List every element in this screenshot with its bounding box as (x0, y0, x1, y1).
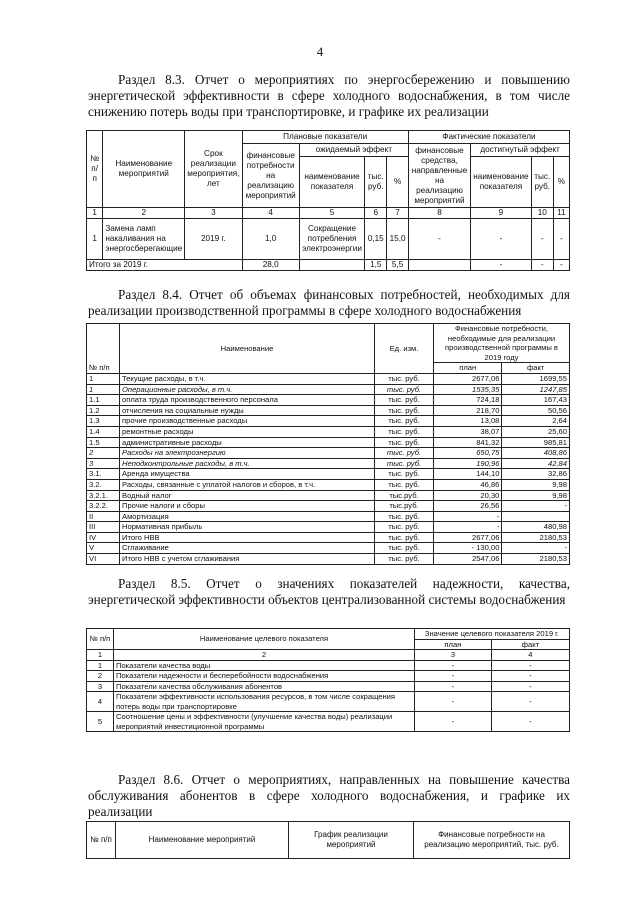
row-fact: - (491, 660, 569, 671)
row-name: Прочие налоги и сборы (120, 501, 375, 512)
col-number: 5 (299, 208, 364, 219)
row-unit: тыс. руб. (375, 448, 434, 459)
row-name: Замена ламп накаливания на энергосберегающие (103, 219, 185, 260)
row-fact: 42,84 (502, 458, 570, 469)
service-quality-table (86, 821, 570, 859)
row-fact: 1699,55 (502, 373, 570, 384)
row-plan: 2677,06 (434, 373, 502, 384)
row-name: ремонтные расходы (120, 426, 375, 437)
row-plan: - (434, 522, 502, 533)
row-num: 1.2 (87, 405, 120, 416)
row-fact-rub: - (531, 219, 553, 260)
row-plan: 650,75 (434, 448, 502, 459)
row-plan: - (434, 511, 502, 522)
row-fact: 167,43 (502, 395, 570, 406)
row-unit: тыс.руб. (375, 501, 434, 512)
row-name: Сглаживание (120, 543, 375, 554)
row-unit: тыс. руб. (375, 554, 434, 565)
section-8-4-title (88, 287, 570, 319)
row-fact: 25,60 (502, 426, 570, 437)
table-row (87, 671, 570, 682)
row-fact: - (502, 501, 570, 512)
row-name: прочие производственные расходы (120, 416, 375, 427)
row-unit: тыс. руб. (375, 532, 434, 543)
row-num: III (87, 522, 120, 533)
row-plan: - (415, 671, 492, 682)
row-num: 1 (87, 660, 114, 671)
row-plan: - (415, 692, 492, 712)
table-row (87, 448, 570, 459)
row-fact-pct: - (553, 219, 569, 260)
row-num: II (87, 511, 120, 522)
col-number: 3 (185, 208, 242, 219)
row-term: 2019 г. (185, 219, 242, 260)
total-fact-fin (408, 260, 470, 271)
row-plan: - (415, 681, 492, 692)
row-num: VI (87, 554, 120, 565)
total-fact-ind: - (471, 260, 532, 271)
col-number: 2 (103, 208, 185, 219)
row-unit: тыс. руб. (375, 384, 434, 395)
row-num: 1 (87, 373, 120, 384)
row-fact: 32,86 (502, 469, 570, 480)
col-number: 11 (553, 208, 569, 219)
row-num: V (87, 543, 120, 554)
row-num: 3.2.1. (87, 490, 120, 501)
table-row (87, 373, 570, 384)
row-num: 1.3 (87, 416, 120, 427)
row-unit: тыс. руб. (375, 469, 434, 480)
row-plan: 26,56 (434, 501, 502, 512)
row-plan: 2547,06 (434, 554, 502, 565)
row-name: Показатели эффективности использования ресурсов, в том числе сокращения потерь воды при транспортировке (114, 692, 415, 712)
row-fact: 408,86 (502, 448, 570, 459)
table-row (87, 532, 570, 543)
row-num: 3 (87, 681, 114, 692)
total-row (87, 260, 570, 271)
col-schedule-header: График реализации мероприятий (289, 822, 414, 859)
table-row (87, 426, 570, 437)
row-plan: 1535,35 (434, 384, 502, 395)
section-8-6-title (88, 772, 570, 820)
row-name: Неподконтрольные расходы, в т.ч. (120, 458, 375, 469)
table-row (87, 681, 570, 692)
row-num: 3.1. (87, 469, 120, 480)
row-fact: 2,64 (502, 416, 570, 427)
row-plan: 46,86 (434, 479, 502, 490)
table-row (87, 522, 570, 533)
row-fact: 9,98 (502, 479, 570, 490)
col-fin-header: Финансовые потребности на реализацию мероприятий, тыс. руб. (414, 822, 570, 859)
row-plan: 144,10 (434, 469, 502, 480)
plan-indicators-header: Плановые показатели (242, 131, 408, 144)
col-name-header: Наименование (120, 324, 375, 374)
col-number: 10 (531, 208, 553, 219)
col-number: 1 (87, 650, 114, 661)
row-plan: 38,07 (434, 426, 502, 437)
row-name: Показатели качества воды (114, 660, 415, 671)
table-row (87, 554, 570, 565)
row-unit: тыс. руб. (375, 373, 434, 384)
row-name: Итого НВВ (120, 532, 375, 543)
row-name: Соотношение цены и эффективности (улучшение качества воды) реализации мероприятий инвестиционной программы (114, 712, 415, 732)
col-number: 7 (387, 208, 409, 219)
col-num-header: № п/п (87, 822, 116, 859)
row-unit: тыс. руб. (375, 543, 434, 554)
table-row (87, 395, 570, 406)
row-fact: - (491, 692, 569, 712)
total-fact-rub: - (531, 260, 553, 271)
achieved-effect-header: достигнутый эффект (471, 144, 570, 157)
row-name: Расходы, связанные с уплатой налогов и сборов, в т.ч. (120, 479, 375, 490)
row-name: Текущие расходы, в т.ч. (120, 373, 375, 384)
row-name: Амортизация (120, 511, 375, 522)
col-number: 8 (408, 208, 470, 219)
total-fin: 28,0 (242, 260, 299, 271)
column-numbers-row (87, 208, 570, 219)
row-fact (502, 511, 570, 522)
table-row (87, 437, 570, 448)
row-plan: - 130,00 (434, 543, 502, 554)
fact-fin-header: финансовые средства, направленные на реализацию мероприятий (408, 144, 470, 208)
col-num-header: № п/ п (87, 131, 103, 208)
row-unit: тыс. руб. (375, 426, 434, 437)
row-name: Показатели надежности и бесперебойности водоснабжения (114, 671, 415, 682)
section-8-6-text: Раздел 8.6. Отчет о мероприятиях, направленных на повышение качества обслуживания абонентов в сфере холодного водоснабжения, и графике их реализации (88, 772, 570, 819)
row-name: Аренда имущества (120, 469, 375, 480)
row-unit: тыс. руб. (375, 416, 434, 427)
total-pct: 5,5 (387, 260, 409, 271)
row-fact: - (491, 681, 569, 692)
row-name: Показатели качества обслуживания абонентов (114, 681, 415, 692)
row-indicator: Сокращение потребления электроэнергии (299, 219, 364, 260)
fact-ind-name-header: наименование показателя (471, 157, 532, 208)
row-plan: 841,32 (434, 437, 502, 448)
row-plan: 13,08 (434, 416, 502, 427)
table-row (87, 543, 570, 554)
row-fact: - (491, 671, 569, 682)
section-8-5-title (88, 576, 570, 608)
row-fact: 480,98 (502, 522, 570, 533)
row-plan: 190,96 (434, 458, 502, 469)
col-number: 9 (471, 208, 532, 219)
financial-needs-body (87, 373, 570, 564)
col-fact-header: факт (491, 639, 569, 650)
row-plan: 218,70 (434, 405, 502, 416)
row-plan: 2677,06 (434, 532, 502, 543)
table-row (87, 458, 570, 469)
col-number: 2 (114, 650, 415, 661)
row-name: Итого НВВ с учетом сглаживания (120, 554, 375, 565)
col-number: 3 (415, 650, 492, 661)
col-number: 4 (242, 208, 299, 219)
row-num: 2 (87, 671, 114, 682)
row-num: 4 (87, 692, 114, 712)
fact-rub-header: тыс. руб. (531, 157, 553, 208)
section-8-4-text: Раздел 8.4. Отчет об объемах финансовых потребностей, необходимых для реализации производственной программы в сфере холодного водоснабжения (88, 287, 570, 318)
col-number: 1 (87, 208, 103, 219)
col-plan-header: план (415, 639, 492, 650)
row-fact: - (502, 543, 570, 554)
row-fact: 2180,53 (502, 554, 570, 565)
col-number: 4 (491, 650, 569, 661)
table-row (87, 692, 570, 712)
table-row (87, 511, 570, 522)
total-rub: 1,5 (365, 260, 387, 271)
table-row (87, 469, 570, 480)
row-unit: тыс. руб. (375, 405, 434, 416)
row-num: 1 (87, 384, 120, 395)
col-name-header: Наименование целевого показателя (114, 629, 415, 650)
plan-pct-header: % (387, 157, 409, 208)
row-rub: 0,15 (365, 219, 387, 260)
row-name: Водный налог (120, 490, 375, 501)
row-name: оплата труда производственного персонала (120, 395, 375, 406)
col-unit-header: Ед. изм. (375, 324, 434, 374)
col-value-header: Значение целевого показателя 2019 г. (415, 629, 570, 640)
row-num: 1.4 (87, 426, 120, 437)
total-label: Итого за 2019 г. (87, 260, 243, 271)
row-num: 5 (87, 712, 114, 732)
row-unit: тыс. руб. (375, 511, 434, 522)
row-unit: тыс.руб. (375, 490, 434, 501)
page-number: 4 (316, 44, 324, 59)
row-unit: тыс. руб. (375, 395, 434, 406)
col-num-header: № п/п (87, 324, 120, 374)
row-num: 2 (87, 448, 120, 459)
plan-fin-header: финансовые потребности на реализацию мероприятий (242, 144, 299, 208)
row-name: отчисления на социальные нужды (120, 405, 375, 416)
plan-ind-name-header: наименование показателя (299, 157, 364, 208)
row-plan: - (415, 660, 492, 671)
table-row (87, 479, 570, 490)
row-num: 3.2. (87, 479, 120, 490)
row-unit: тыс. руб. (375, 522, 434, 533)
row-num: 3.2.2. (87, 501, 120, 512)
row-name: Нормативная прибыль (120, 522, 375, 533)
total-ind (299, 260, 364, 271)
row-fin: 1,0 (242, 219, 299, 260)
total-fact-pct: - (553, 260, 569, 271)
row-fact: 2180,53 (502, 532, 570, 543)
section-8-3-title (88, 72, 570, 120)
row-fact: - (491, 712, 569, 732)
col-fin-header: Финансовые потребности, необходимые для реализации производственной программы в 2019 году (434, 324, 570, 363)
col-num-header: № п/п (87, 629, 114, 650)
row-fact-fin: - (408, 219, 470, 260)
row-fact: 985,81 (502, 437, 570, 448)
row-pct: 15,0 (387, 219, 409, 260)
row-unit: тыс. руб. (375, 479, 434, 490)
col-fact-header: факт (502, 363, 570, 374)
row-num: IV (87, 532, 120, 543)
col-plan-header: план (434, 363, 502, 374)
row-num: 1.5 (87, 437, 120, 448)
table-row (87, 219, 570, 260)
table-row (87, 501, 570, 512)
table-row (87, 490, 570, 501)
row-plan: 724,18 (434, 395, 502, 406)
row-fact-ind: - (471, 219, 532, 260)
row-unit: тыс. руб. (375, 437, 434, 448)
table-row (87, 712, 570, 732)
section-8-5-text: Раздел 8.5. Отчет о значениях показателей надежности, качества, энергетической эффективности объектов централизованной системы водоснабжения (88, 576, 570, 607)
row-name: Операционные расходы, в т.ч. (120, 384, 375, 395)
financial-needs-table (86, 323, 570, 565)
table-row (87, 416, 570, 427)
plan-rub-header: тыс. руб. (365, 157, 387, 208)
row-name: административные расходы (120, 437, 375, 448)
col-number: 6 (365, 208, 387, 219)
row-unit: тыс. руб. (375, 458, 434, 469)
col-term-header: Срок реализации мероприятия, лет (185, 131, 242, 208)
table-row (87, 405, 570, 416)
section-8-3-text: Раздел 8.3. Отчет о мероприятиях по энергосбережению и повышению энергетической эффективности в сфере холодного водоснабжения, в том числе снижению потерь воды при транспортировке, и графике их реализации (88, 72, 570, 119)
row-fact: 50,56 (502, 405, 570, 416)
row-plan: - (415, 712, 492, 732)
row-num: 3 (87, 458, 120, 469)
table-row (87, 384, 570, 395)
row-num: 1.1 (87, 395, 120, 406)
fact-pct-header: % (553, 157, 569, 208)
reliability-indicators-table (86, 628, 570, 732)
reliability-indicators-body (87, 660, 570, 732)
col-name-header: Наименование мероприятий (103, 131, 185, 208)
table-row (87, 660, 570, 671)
row-num: 1 (87, 219, 103, 260)
fact-indicators-header: Фактические показатели (408, 131, 569, 144)
col-name-header: Наименование мероприятий (116, 822, 289, 859)
row-fact: 1247,85 (502, 384, 570, 395)
row-fact: 9,98 (502, 490, 570, 501)
energy-saving-table (86, 130, 570, 271)
row-name: Расходы на электроэнергию (120, 448, 375, 459)
row-plan: 20,30 (434, 490, 502, 501)
expected-effect-header: ожидаемый эффект (299, 144, 408, 157)
